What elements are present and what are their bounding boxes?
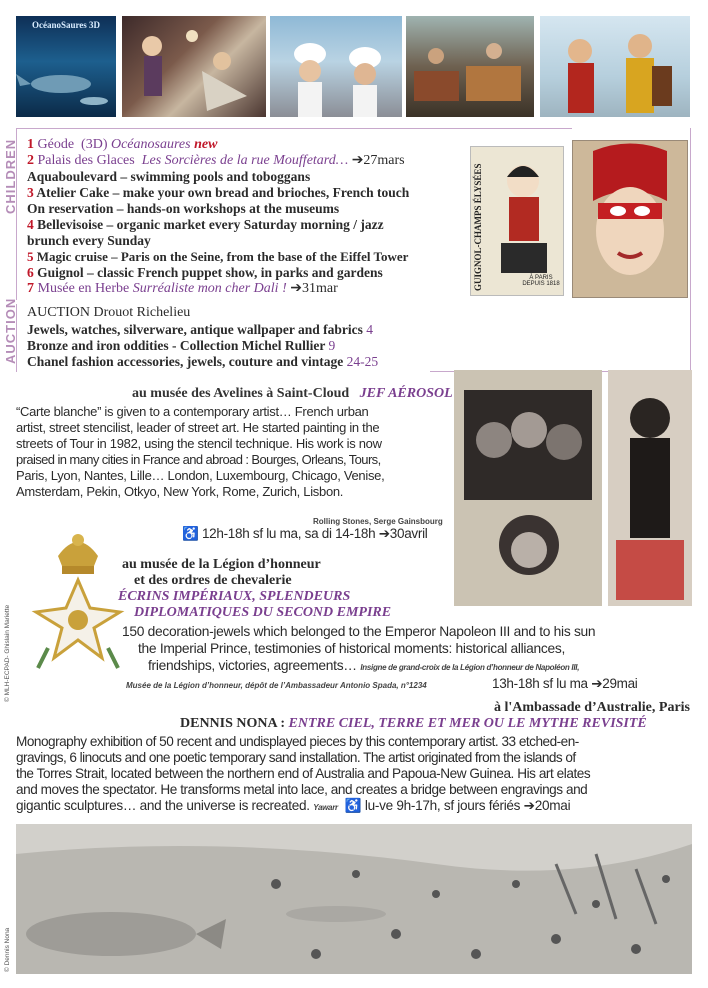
item-date: ➔27mars [351, 153, 405, 168]
legion-line: the Imperial Prince, testimonies of historical moments: historical alliances, [138, 641, 566, 656]
item-number: 2 [27, 153, 34, 168]
legion-hours-text: 13h-18h sf lu ma [492, 676, 588, 691]
nona-artist: DENNIS NONA : [180, 716, 286, 731]
legion-honneur-medal [28, 528, 128, 680]
auction-item-date: 24-25 [346, 354, 379, 369]
legion-line: 150 decoration-jewels which belonged to the Emperor Napoleon III and to his sun [122, 624, 596, 639]
item-date: ➔31mar [290, 281, 338, 296]
item-rest: (3D) [77, 137, 111, 152]
children-item-4 [27, 217, 384, 232]
atelier-cake-photo [270, 16, 402, 117]
market-photo [406, 16, 534, 117]
item-title: Palais des Glaces [37, 153, 135, 168]
item-title: Géode [37, 137, 75, 152]
section-right-rule [690, 128, 691, 372]
legion-line [148, 658, 579, 675]
nona-line-text: gigantic sculptures… and the universe is recreated. [16, 798, 310, 813]
nona-caption: Yawarr [313, 803, 338, 812]
jef-date: ➔30avril [378, 526, 428, 541]
item-number: 5 [27, 249, 34, 264]
palais-des-glaces-photo [122, 16, 266, 117]
nona-title: ENTRE CIEL, TERRE ET MER OU LE MYTHE REVISITÉ [288, 716, 647, 731]
new-badge: new [194, 137, 218, 152]
jef-artist: JEF AÉROSOL [359, 386, 453, 401]
dennis-nona-engraving [16, 824, 692, 974]
auction-item-date: 4 [366, 322, 373, 337]
jef-line: “Carte blanche” is given to a contemporary artist… French urban [16, 404, 369, 419]
oceanosaures-photo [16, 16, 116, 117]
legion-line-text: friendships, victories, agreements… [148, 658, 357, 673]
guignol-photo [540, 16, 690, 117]
puppets-icon [540, 16, 690, 117]
nona-hours: lu-ve 9h-17h, sf jours fériés [364, 798, 521, 813]
witch-performers-icon [122, 16, 266, 117]
jef-venue: au musée des Avelines à Saint-Cloud [132, 386, 350, 401]
nona-date: ➔20mai [523, 798, 571, 813]
legion-venue-cont: et des ordres de chevalerie [134, 573, 292, 588]
oceanosaures-logo: OcéanoSaures 3D [31, 20, 101, 30]
children-label: CHILDREN [3, 138, 18, 214]
auction-item [27, 338, 335, 353]
children-item-3 [27, 185, 409, 200]
children-item-1 [27, 137, 217, 152]
jef-line: streets of Tour in 1982, using the stencil technique. His work is now [16, 436, 382, 451]
auction-item-text: Bronze and iron oddities - Collection Michel Rullier [27, 338, 326, 353]
nona-heading [180, 716, 647, 731]
item-text: Atelier Cake – make your own bread and brioches, French touch [36, 185, 410, 200]
wheelchair-icon: ♿ [344, 798, 362, 813]
item-number: 3 [27, 185, 34, 200]
item-number: 6 [27, 265, 34, 280]
children-item-5 [27, 249, 408, 264]
item-text: Bellevisoise – organic market every Saturday morning / jazz [37, 217, 384, 232]
auction-item [27, 322, 373, 337]
medal-icon [28, 528, 128, 680]
legion-caption-cont: Musée de la Légion d’honneur, dépôt de l’Ambassadeur Antonio Spada, n°1234 [126, 681, 427, 690]
dali-mask-photo [572, 140, 688, 298]
guignol-poster [470, 146, 564, 296]
jef-line: Paris, Lyon, Nantes, Lille… London, Luxembourg, Chicago, Venise, [16, 468, 385, 483]
auction-item [27, 354, 378, 369]
legion-title-cont: DIPLOMATIQUES DU SECOND EMPIRE [134, 605, 392, 620]
legion-hours [492, 676, 638, 691]
legion-credit: © MLH-ECPAD- Ghislain Mariette [4, 604, 11, 702]
children-item-reservation: On reservation – hands-on workshops at the museums [27, 201, 340, 216]
rolling-stones-artwork [454, 370, 602, 606]
nona-line [16, 798, 570, 815]
children-item-4-cont: brunch every Sunday [27, 233, 151, 248]
legion-caption: Insigne de grand-croix de la Légion d’honneur de Napoléon III, [360, 663, 580, 672]
item-italic: Océanosaures [110, 137, 191, 152]
children-item-7 [27, 281, 338, 296]
legion-title: ÉCRINS IMPÉRIAUX, SPLENDEURS [118, 589, 351, 604]
jef-line: artist, street stencilist, leader of street art. He started painting in the [16, 420, 380, 435]
engraving-creatures-icon [16, 824, 692, 974]
jef-hours-text: 12h-18h sf lu ma, sa di 14-18h [201, 526, 376, 541]
item-text: Guignol – classic French puppet show, in parks and gardens [37, 265, 383, 280]
children-item-2 [27, 153, 405, 168]
children-item-6 [27, 265, 383, 280]
stencil-portrait-icon [608, 370, 692, 606]
auction-item-date: 9 [328, 338, 336, 353]
market-stalls-icon [406, 16, 534, 117]
jef-hours [182, 526, 427, 541]
auction-item-text: Jewels, watches, silverware, antique wallpaper and fabrics [27, 322, 363, 337]
jef-caption: Rolling Stones, Serge Gainsbourg [313, 517, 443, 526]
legion-date: ➔29mai [591, 676, 638, 691]
item-number: 4 [27, 217, 34, 232]
jef-heading [132, 386, 453, 401]
auction-label: AUCTION [3, 297, 18, 364]
stencil-faces-icon [454, 370, 602, 606]
auction-item-text: Chanel fashion accessories, jewels, couture and vintage [27, 354, 344, 369]
nona-line: gravings, 6 linocuts and one poetic temporary sand installation. The artist originated from the islands of [16, 750, 576, 765]
gainsbourg-artwork [608, 370, 692, 606]
item-italic: Surréaliste mon cher Dali ! [132, 281, 287, 296]
item-italic: Les Sorcières de la rue Mouffetard… [141, 153, 349, 168]
nona-line: and moves the spectator. He transforms metal into lace, and creates a bridge between engravings and [16, 782, 588, 797]
item-text: Magic cruise – Paris on the Seine, from the base of the Eiffel Tower [36, 249, 409, 264]
poster-vertical-text: GUIGNOL-CHAMPS ÉLYSÉES [473, 163, 483, 291]
poster-bottom-text: À PARIS DEPUIS 1818 [522, 275, 560, 287]
puppet-figure-icon [471, 147, 563, 295]
nona-credit: © Dennis Nona [4, 927, 11, 972]
nona-venue: à l'Ambassade d’Australie, Paris [494, 700, 690, 715]
item-title: Musée en Herbe [37, 281, 130, 296]
nona-line: the Torres Strait, located between the northern end of Australia and Papoua-New Guinea. His art elates [16, 766, 591, 781]
item-number: 7 [27, 281, 34, 296]
jef-line: Amsterdam, Pekin, Otkyo, New York, Rome, Zurich, Lisbon. [16, 484, 344, 499]
sea-creature-icon [16, 46, 116, 116]
section-top-rule [16, 128, 572, 129]
auction-title: AUCTION Drouot Richelieu [27, 305, 191, 320]
children-bakers-icon [270, 16, 402, 117]
item-number: 1 [27, 137, 34, 152]
nona-line: Monography exhibition of 50 recent and undisplayed pieces by this contemporary artist. 33 etched-en- [16, 734, 579, 749]
children-item-aquaboulevard: Aquaboulevard – swimming pools and toboggans [27, 169, 311, 184]
jef-line: praised in many cities in France and abroad : Bourges, Orleans, Tours, [16, 452, 381, 467]
legion-venue: au musée de la Légion d’honneur [122, 557, 321, 572]
masked-face-icon [573, 141, 687, 297]
wheelchair-icon: ♿ [182, 526, 199, 541]
